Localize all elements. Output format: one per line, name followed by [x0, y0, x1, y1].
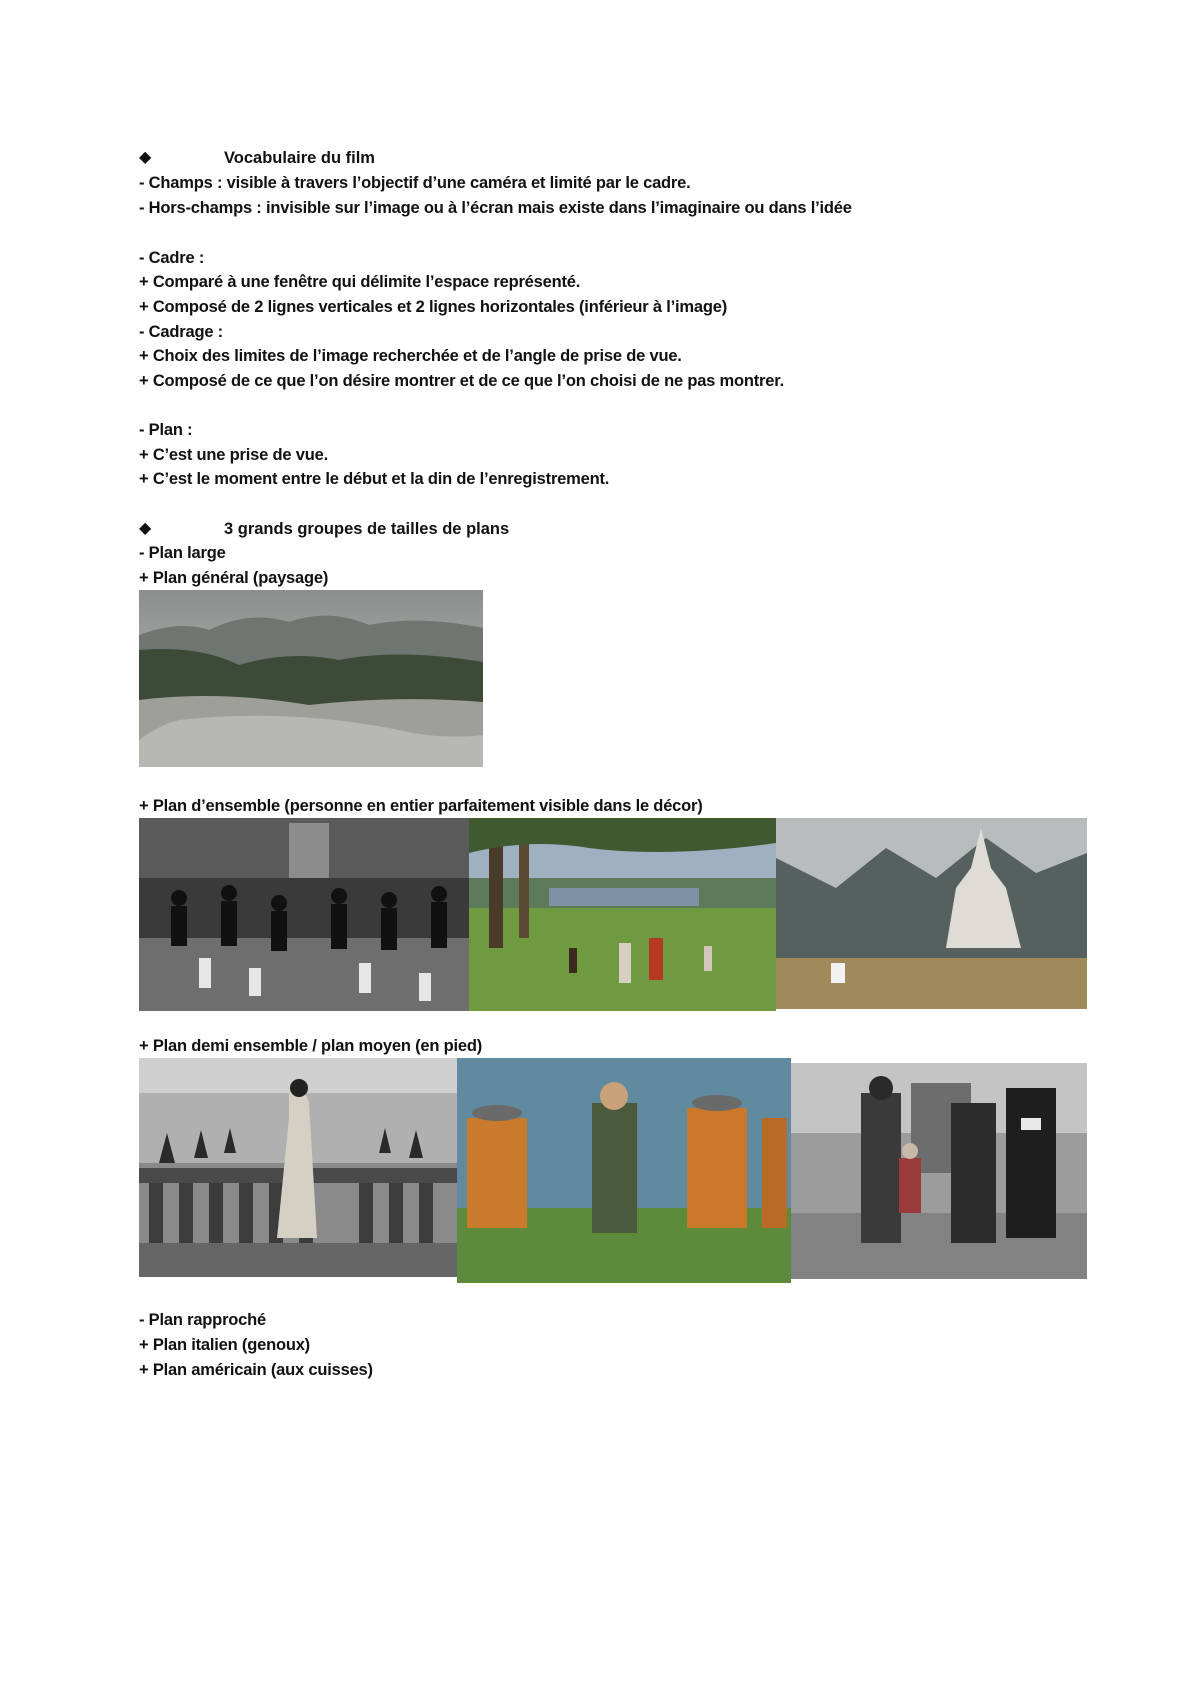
text-line: + C’est une prise de vue. — [139, 446, 328, 464]
diamond-bullet-icon: ◆ — [139, 520, 152, 537]
text-line: - Hors-champs : invisible sur l’image ou à l’écran mais existe dans l’imaginaire ou dans l’idée — [139, 199, 852, 217]
text-line: + Plan d’ensemble (personne en entier parfaitement visible dans le décor) — [139, 797, 703, 815]
ensemble-photo-park — [469, 818, 776, 1011]
text-line: + Comparé à une fenêtre qui délimite l’espace représenté. — [139, 273, 581, 291]
diamond-bullet-icon: ◆ — [139, 149, 152, 166]
text-line: + Composé de ce que l’on désire montrer et de ce que l’on choisi de ne pas montrer. — [139, 372, 784, 390]
demi-photo-balustrade — [139, 1058, 457, 1277]
ensemble-photo-white-city — [776, 818, 1087, 1009]
text-line: - Plan rapproché — [139, 1311, 266, 1329]
landscape-photo — [139, 590, 483, 767]
text-line: + Plan italien (genoux) — [139, 1336, 310, 1354]
section-heading-vocabulaire: Vocabulaire du film — [224, 149, 375, 167]
text-line: + Plan demi ensemble / plan moyen (en pied) — [139, 1037, 483, 1055]
text-line: + C’est le moment entre le début et la din de l’enregistrement. — [139, 470, 610, 488]
ensemble-photo-ballroom — [139, 818, 469, 1011]
text-line: + Choix des limites de l’image recherchée et de l’angle de prise de vue. — [139, 347, 682, 365]
demi-photo-warriors — [457, 1058, 791, 1283]
text-line: - Cadre : — [139, 249, 205, 267]
text-line: + Plan américain (aux cuisses) — [139, 1361, 373, 1379]
text-line: + Plan général (paysage) — [139, 569, 329, 587]
text-line: - Plan : — [139, 421, 193, 439]
text-line: - Plan large — [139, 544, 226, 562]
demi-photo-street — [791, 1063, 1087, 1279]
section-heading-tailles-de-plans: 3 grands groupes de tailles de plans — [224, 520, 510, 538]
text-line: - Champs : visible à travers l’objectif d’une caméra et limité par le cadre. — [139, 174, 691, 192]
text-line: + Composé de 2 lignes verticales et 2 lignes horizontales (inférieur à l’image) — [139, 298, 728, 316]
text-line: - Cadrage : — [139, 323, 223, 341]
